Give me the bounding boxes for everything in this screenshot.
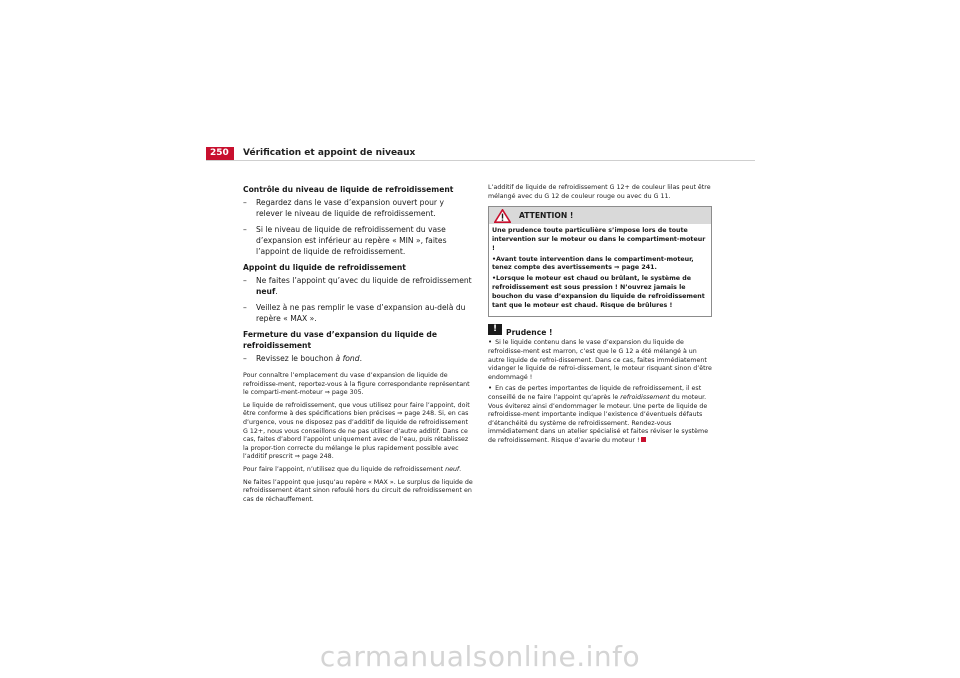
- bullet-icon: •: [492, 275, 497, 283]
- caution-title: Prudence !: [506, 328, 553, 338]
- caution-item-2: • En cas de pertes importantes de liquide de refroidissement, il est conseillé de ne faire l’appoint qu’après le refroidissement du moteur. Vous éviterez ainsi d’endommager le moteur. Une perte de liquide de refroidisse-ment importante indique l’existence d’éventuels défauts d’étanchéité du système de refroidissement. Rendez-vous immédiatement dans un atelier spécialisé et faites réviser le système de refroidissement. Risque d’avarie du moteur !: [488, 384, 709, 444]
- step-look: – Regardez dans le vase d’expansion ouvert pour y relever le niveau de liquide de refroidissement.: [243, 198, 444, 218]
- running-header: Vérification et appoint de niveaux: [243, 148, 416, 158]
- step-screw-cap: – Revissez le bouchon à fond.: [243, 354, 362, 363]
- para-max-only: Ne faites l’appoint que jusqu’au repère « MAX ». Le surplus de liquide de refroidissement étant sinon refoulé hors du circuit de refroidissement en cas de réchauffement.: [243, 478, 473, 503]
- caution-item-1: • Si le liquide contenu dans le vase d’expansion du liquide de refroidisse-ment est marron, c’est que le G 12 a été mélangé à un autre liquide de refroi-dissement. Dans ce cas, faites immédiatement vidanger le liquide de refroi-dissement, le moteur risquant sinon d’être endommagé !: [488, 338, 712, 381]
- para-location: Pour connaître l’emplacement du vase d’expansion de liquide de refroidisse-ment, reportez-vous à la figure correspondante représentant le comparti-ment-moteur ⇒ page 305.: [243, 372, 470, 397]
- attention-line-2: •Avant toute intervention dans le compartiment-moteur, tenez compte des avertissements ⇒ page 241.: [492, 255, 694, 272]
- page-number: 250: [206, 147, 234, 160]
- right-column: [488, 184, 712, 447]
- attention-header: [489, 207, 711, 224]
- heading-closing: Fermeture du vase d’expansion du liquide de refroidissement: [243, 330, 437, 350]
- step-max: – Veillez à ne pas remplir le vase d’expansion au-delà du repère « MAX ».: [243, 303, 466, 323]
- attention-body: [489, 224, 711, 316]
- step-min: – Si le niveau de liquide de refroidissement du vase d’expansion est inférieur au repère « MIN », faites l’appoint de liquide de refroidissement.: [243, 225, 447, 256]
- caution-header: [488, 324, 712, 338]
- heading-topup: Appoint du liquide de refroidissement: [243, 263, 406, 272]
- exclamation-icon: !: [488, 324, 502, 335]
- attention-box: [488, 206, 712, 317]
- bullet-icon: •: [488, 384, 493, 393]
- left-column: [243, 184, 473, 508]
- para-new-only: Pour faire l’appoint, n’utilisez que du liquide de refroidissement neuf.: [243, 465, 462, 473]
- attention-line-3: •Lorsque le moteur est chaud ou brûlant, le système de refroidissement est sous pression ! N’ouvrez jamais le bouchon du vase d’expansion du liquide de refroidissement tant que le moteur est chaud. Risque de brûlures !: [492, 275, 705, 309]
- header-rule: [206, 160, 755, 161]
- watermark: carmanualsonline.info: [319, 640, 641, 673]
- warning-triangle-icon: [494, 209, 511, 223]
- para-additive: L’additif de liquide de refroidissement G 12+ de couleur lilas peut être mélangé avec du G 12 de couleur rouge ou avec du G 11.: [488, 184, 711, 200]
- attention-title: ATTENTION !: [519, 211, 574, 221]
- heading-check-level: Contrôle du niveau de liquide de refroidissement: [243, 185, 454, 194]
- step-new-fluid: – Ne faites l’appoint qu’avec du liquide de refroidissement neuf.: [243, 276, 472, 296]
- para-spec: Le liquide de refroidissement, que vous utilisez pour faire l’appoint, doit être conforme à des spécifications bien précises ⇒ page 248. Si, en cas d’urgence, vous ne disposez pas d’additif de liquide de refroidissement G 12+, nous vous conseillons de ne pas utiliser d’autre additif. Dans ce cas, faites d’abord l’appoint uniquement avec de l’eau, puis rétablissez la propor-tion correcte du mélange le plus rapidement possible avec l’additif prescrit ⇒ page 248.: [243, 401, 470, 461]
- bullet-icon: •: [492, 255, 497, 263]
- attention-line-1: Une prudence toute particulière s’impose lors de toute intervention sur le moteur ou dans le compartiment-moteur !: [492, 227, 706, 252]
- bullet-icon: •: [488, 338, 493, 347]
- end-of-section-mark: [641, 437, 646, 442]
